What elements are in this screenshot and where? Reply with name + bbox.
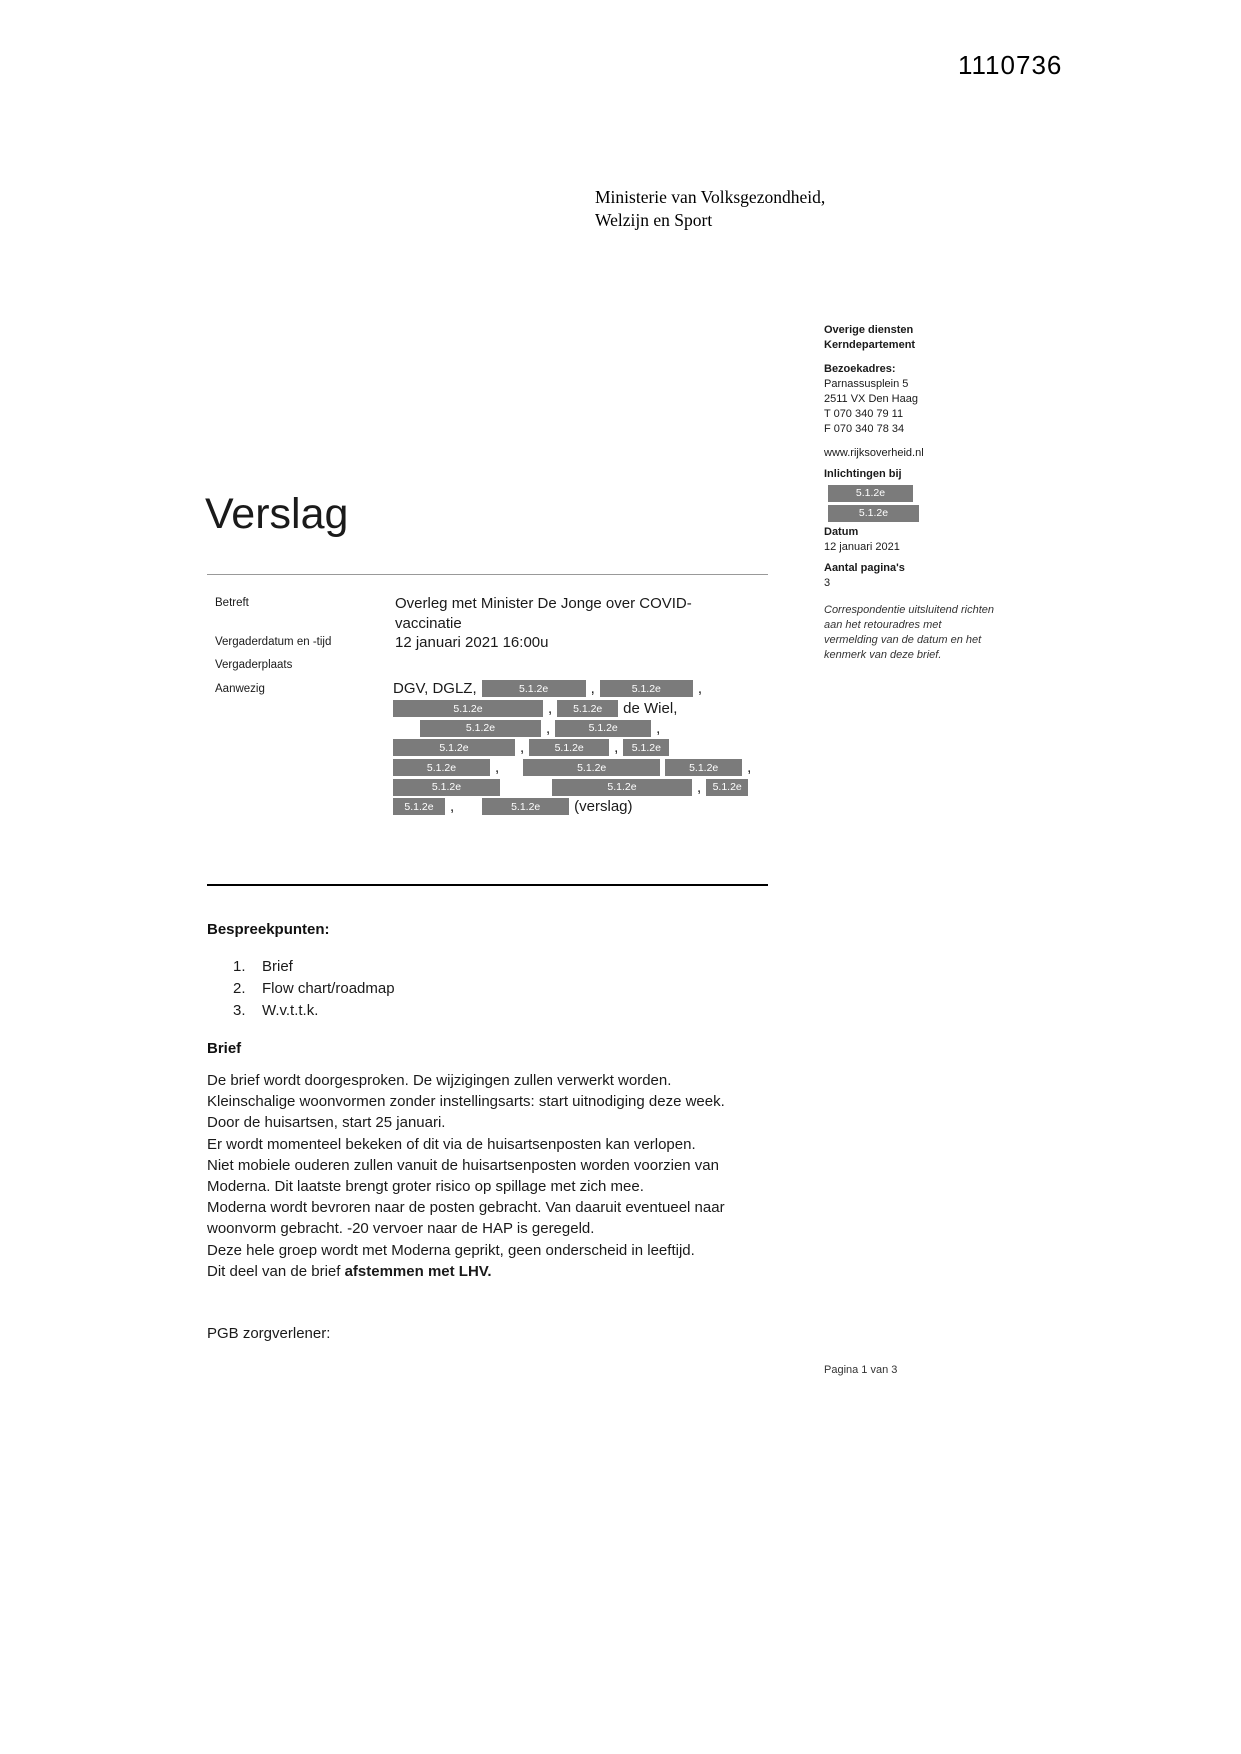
pages-label: Aantal pagina's <box>824 562 905 574</box>
paragraph-text: Niet mobiele ouderen zullen vanuit de huisartsenposten worden voorzien van <box>207 1156 719 1174</box>
page-footer: Pagina 1 van 3 <box>824 1364 898 1376</box>
aanwezig-text: , <box>546 719 551 737</box>
paragraph-text: De brief wordt doorgesproken. De wijzigingen zullen verwerkt worden. <box>207 1072 672 1089</box>
paragraph-text: Deze hele groep wordt met Moderna geprikt, geen onderscheid in leeftijd. <box>207 1241 695 1259</box>
agenda-label: Flow chart/roadmap <box>262 980 395 997</box>
address-line: T 070 340 79 11 <box>824 408 904 420</box>
redaction-box: 5.1.2e <box>828 485 913 502</box>
datum-value: 12 januari 2021 <box>824 541 900 553</box>
website-text: www.rijksoverheid.nl <box>824 447 924 459</box>
aanwezig-text: , <box>495 759 500 777</box>
aanwezig-line <box>385 699 755 719</box>
paragraph-line <box>207 1157 797 1178</box>
visit-address-label: Bezoekadres: <box>824 363 896 375</box>
aanwezig-text: DGV, DGLZ, <box>393 680 477 698</box>
vergaderdatum-value: 12 januari 2021 16:00u <box>395 634 549 651</box>
address-line: 2511 VX Den Haag <box>824 393 918 405</box>
redaction-box: 5.1.2e <box>393 700 543 717</box>
aanwezig-text: , <box>747 759 752 777</box>
vergaderplaats-label: Vergaderplaats <box>215 659 293 671</box>
redaction-box: 5.1.2e <box>665 759 742 776</box>
paragraph-line <box>207 1114 797 1135</box>
agenda-number: 1. <box>233 958 246 975</box>
vergaderdatum-label: Vergaderdatum en -tijd <box>215 636 332 648</box>
brief-paragraphs <box>207 1072 797 1284</box>
paragraph-bold-text: afstemmen met LHV. <box>344 1262 492 1280</box>
pgb-line: PGB zorgverlener: <box>207 1325 331 1342</box>
agenda-item <box>233 1002 395 1024</box>
dept-line: Kerndepartement <box>824 339 916 351</box>
aanwezig-text: , <box>520 739 525 757</box>
aanwezig-text: , <box>697 778 702 796</box>
agenda-label: W.v.t.t.k. <box>262 1002 319 1019</box>
sidebar-redactions <box>824 485 996 522</box>
redaction-box: 5.1.2e <box>623 739 669 756</box>
redaction-box: 5.1.2e <box>552 779 692 796</box>
aanwezig-text: , <box>450 798 455 816</box>
aanwezig-value <box>385 679 755 817</box>
paragraph-text: Door de huisartsen, start 25 januari. <box>207 1114 446 1132</box>
redaction-box: 5.1.2e <box>555 720 651 737</box>
paragraph-text: woonvorm gebracht. -20 vervoer naar de HAP is geregeld. <box>207 1220 595 1238</box>
redaction-box: 5.1.2e <box>482 680 586 697</box>
address-lines <box>824 377 996 437</box>
pages-value: 3 <box>824 577 831 589</box>
correspondence-note: Correspondentie uitsluitend richten aan het retouradres met vermelding van de datum en het kenmerk van deze brief. <box>824 604 994 661</box>
redaction-box: 5.1.2e <box>706 779 748 796</box>
redaction-box: 5.1.2e <box>529 739 609 756</box>
paragraph-text: Dit deel van de brief <box>207 1262 345 1280</box>
agenda-label: Brief <box>262 958 293 975</box>
brief-heading: Brief <box>207 1040 242 1057</box>
redaction-box: 5.1.2e <box>393 798 445 815</box>
aanwezig-text: , <box>697 680 702 698</box>
bespreekpunten-heading: Bespreekpunten: <box>207 921 330 938</box>
aanwezig-text: , <box>590 680 595 698</box>
betreft-label: Betreft <box>215 597 249 609</box>
paragraph-text: Kleinschalige woonvormen zonder instellingsarts: start uitnodiging deze week. <box>207 1093 725 1111</box>
aanwezig-line <box>385 758 755 778</box>
agenda-item <box>233 958 395 980</box>
aanwezig-text: , <box>614 739 619 757</box>
redaction-box: 5.1.2e <box>393 779 500 796</box>
letterhead-sidebar <box>824 323 996 663</box>
paragraph-line <box>207 1093 797 1114</box>
aanwezig-line <box>385 777 755 797</box>
paragraph-text: Moderna. Dit laatste brengt groter risico op spillage met zich mee. <box>207 1177 644 1195</box>
redaction-box: 5.1.2e <box>557 700 618 717</box>
paragraph-text: Moderna wordt bevroren naar de posten gebracht. Van daaruit eventueel naar <box>207 1199 725 1217</box>
redaction-box: 5.1.2e <box>482 798 569 815</box>
page-title: Verslag <box>205 490 349 538</box>
ministry-line: Welzijn en Sport <box>595 210 713 230</box>
paragraph-text: Er wordt momenteel bekeken of dit via de huisartsenposten kan verlopen. <box>207 1135 696 1153</box>
aanwezig-text: (verslag) <box>574 798 633 816</box>
agenda-number: 3. <box>233 1002 246 1019</box>
agenda-list <box>233 958 395 1024</box>
aanwezig-line <box>385 718 755 738</box>
aanwezig-line <box>385 679 755 699</box>
redaction-box: 5.1.2e <box>523 759 660 776</box>
redaction-box: 5.1.2e <box>393 739 515 756</box>
paragraph-line <box>207 1199 797 1220</box>
doc-number: 1110736 <box>958 50 1063 80</box>
divider-thin <box>207 574 768 575</box>
aanwezig-text: de Wiel, <box>623 700 678 718</box>
paragraph-line <box>207 1242 797 1263</box>
inlichtingen-label: Inlichtingen bij <box>824 468 902 480</box>
agenda-item <box>233 980 395 1002</box>
redaction-box: 5.1.2e <box>420 720 541 737</box>
aanwezig-text: , <box>548 700 553 718</box>
paragraph-line <box>207 1220 797 1241</box>
betreft-value: Overleg met Minister De Jonge over COVID-vaccinatie <box>395 595 692 632</box>
redaction-box: 5.1.2e <box>393 759 490 776</box>
redaction-box: 5.1.2e <box>828 505 919 522</box>
redaction-box: 5.1.2e <box>600 680 693 697</box>
paragraph-line <box>207 1072 797 1093</box>
ministry-name <box>595 186 825 232</box>
aanwezig-line <box>385 738 755 758</box>
dept-line: Overige diensten <box>824 324 914 336</box>
aanwezig-line <box>385 797 755 817</box>
address-line: F 070 340 78 34 <box>824 423 905 435</box>
agenda-number: 2. <box>233 980 246 997</box>
paragraph-line <box>207 1178 797 1199</box>
ministry-line: Ministerie van Volksgezondheid, <box>595 187 826 207</box>
aanwezig-label: Aanwezig <box>215 683 265 695</box>
divider-thick <box>207 884 768 886</box>
datum-label: Datum <box>824 526 859 538</box>
paragraph-line <box>207 1263 797 1284</box>
aanwezig-text: , <box>656 719 661 737</box>
paragraph-line <box>207 1136 797 1157</box>
address-line: Parnassusplein 5 <box>824 378 909 390</box>
